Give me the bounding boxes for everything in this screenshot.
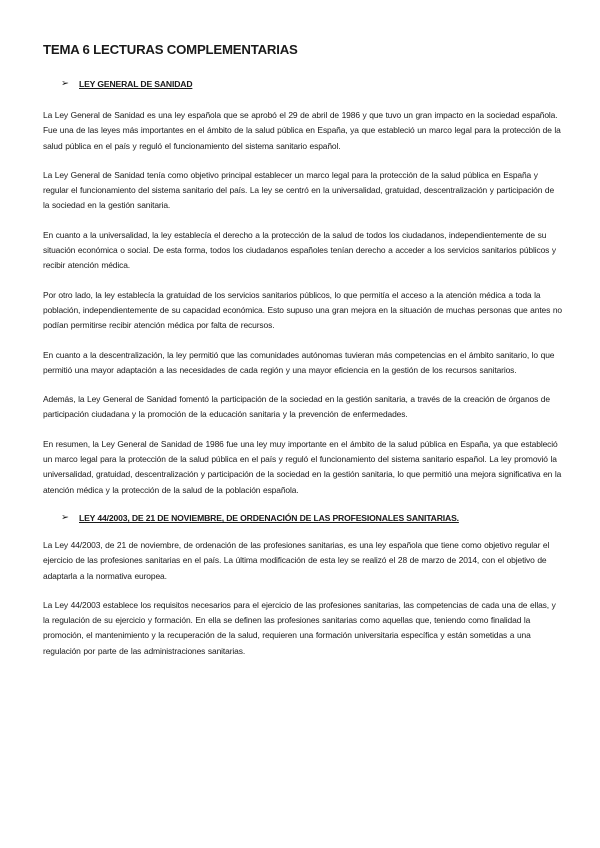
paragraph: La Ley General de Sanidad es una ley española que se aprobó el 29 de abril de 1986 y que tuvo un gran impacto en la sociedad española. Fue una de las leyes más importantes en el ámbito de la salud pública en España, ya que estableció un marco legal para la protección de la salud pública en el país y reguló el funcionamiento del sistema sanitario español. [43,110,561,151]
paragraph: Además, la Ley General de Sanidad fomentó la participación de la sociedad en la gestión sanitaria, a través de la creación de órganos de participación ciudadana y la promoción de la educación sanitaria y la prevención de enfermedades. [43,394,550,420]
arrow-bullet-icon: ➢ [61,511,69,523]
document-title: TEMA 6 LECTURAS COMPLEMENTARIAS [43,42,298,57]
paragraph: En cuanto a la universalidad, la ley establecía el derecho a la protección de la salud de todos los ciudadanos, independientemente de su situación económica o social. De esta forma, todos los ciudadanos españoles tenían derecho a acceder a los servicios sanitarios públicos y recibir atención médica. [43,229,556,271]
section-heading-ley-general-sanidad [43,78,562,90]
paragraph: Por otro lado, la ley establecía la gratuidad de los servicios sanitarios públicos, lo que permitía el acceso a la atención médica a toda la población, independientemente de su capacidad económica. Esto supuso una gran mejora en la situación de muchas personas que antes no podían permitirse recibir atención médica por falta de recursos. [43,289,562,331]
paragraph: La Ley General de Sanidad tenía como objetivo principal establecer un marco legal para la protección de la salud pública en España y regular el funcionamiento del sistema sanitario del país. La ley se centró en la universalidad, gratuidad, descentralización y participación de la sociedad en la gestión sanitaria. [43,169,555,211]
section-heading-text: LEY 44/2003, DE 21 DE NOVIEMBRE, DE ORDENACIÓN DE LAS PROFESIONALES SANITARIAS. [79,512,459,523]
section-heading-ley-44-2003 [43,512,562,524]
paragraph: La Ley 44/2003, de 21 de noviembre, de ordenación de las profesiones sanitarias, es una ley española que tiene como objetivo regular el ejercicio de las profesiones sanitarias en el país. La última modificación de esta ley se realizó el 28 de marzo de 2014, con el objetivo de adaptarla a la normativa europea. [43,539,550,581]
paragraph: En resumen, la Ley General de Sanidad de 1986 fue una ley muy importante en el ámbito de la salud pública en España, ya que estableció un marco legal para la protección de la salud pública en el país y reguló el funcionamiento del sistema sanitario español. La ley promovió la universalidad, gratuidad, descentralización y participación de la sociedad en la gestión sanitaria, lo que permitió una mejora significativa en la atención médica y la protección de la salud de la población española. [43,438,562,495]
arrow-bullet-icon: ➢ [61,78,69,89]
paragraph: La Ley 44/2003 establece los requisitos necesarios para el ejercicio de las profesiones sanitarias, las competencias de cada una de ellas, y la regulación de su ejercicio y formación. En ella se definen las profesiones sanitarias como aquellas que, teniendo como finalidad la promoción, el mantenimiento y la recuperación de la salud, requieren una formación universitaria específica y están sometidas a una regulación por parte de las administraciones sanitarias. [43,599,556,656]
paragraph: En cuanto a la descentralización, la ley permitió que las comunidades autónomas tuvieran más competencias en el ámbito sanitario, lo que permitió una mayor adaptación a las necesidades de cada región y una mayor eficiencia en la gestión de los recursos sanitarios. [43,349,555,375]
section-heading-text: LEY GENERAL DE SANIDAD [79,79,193,89]
